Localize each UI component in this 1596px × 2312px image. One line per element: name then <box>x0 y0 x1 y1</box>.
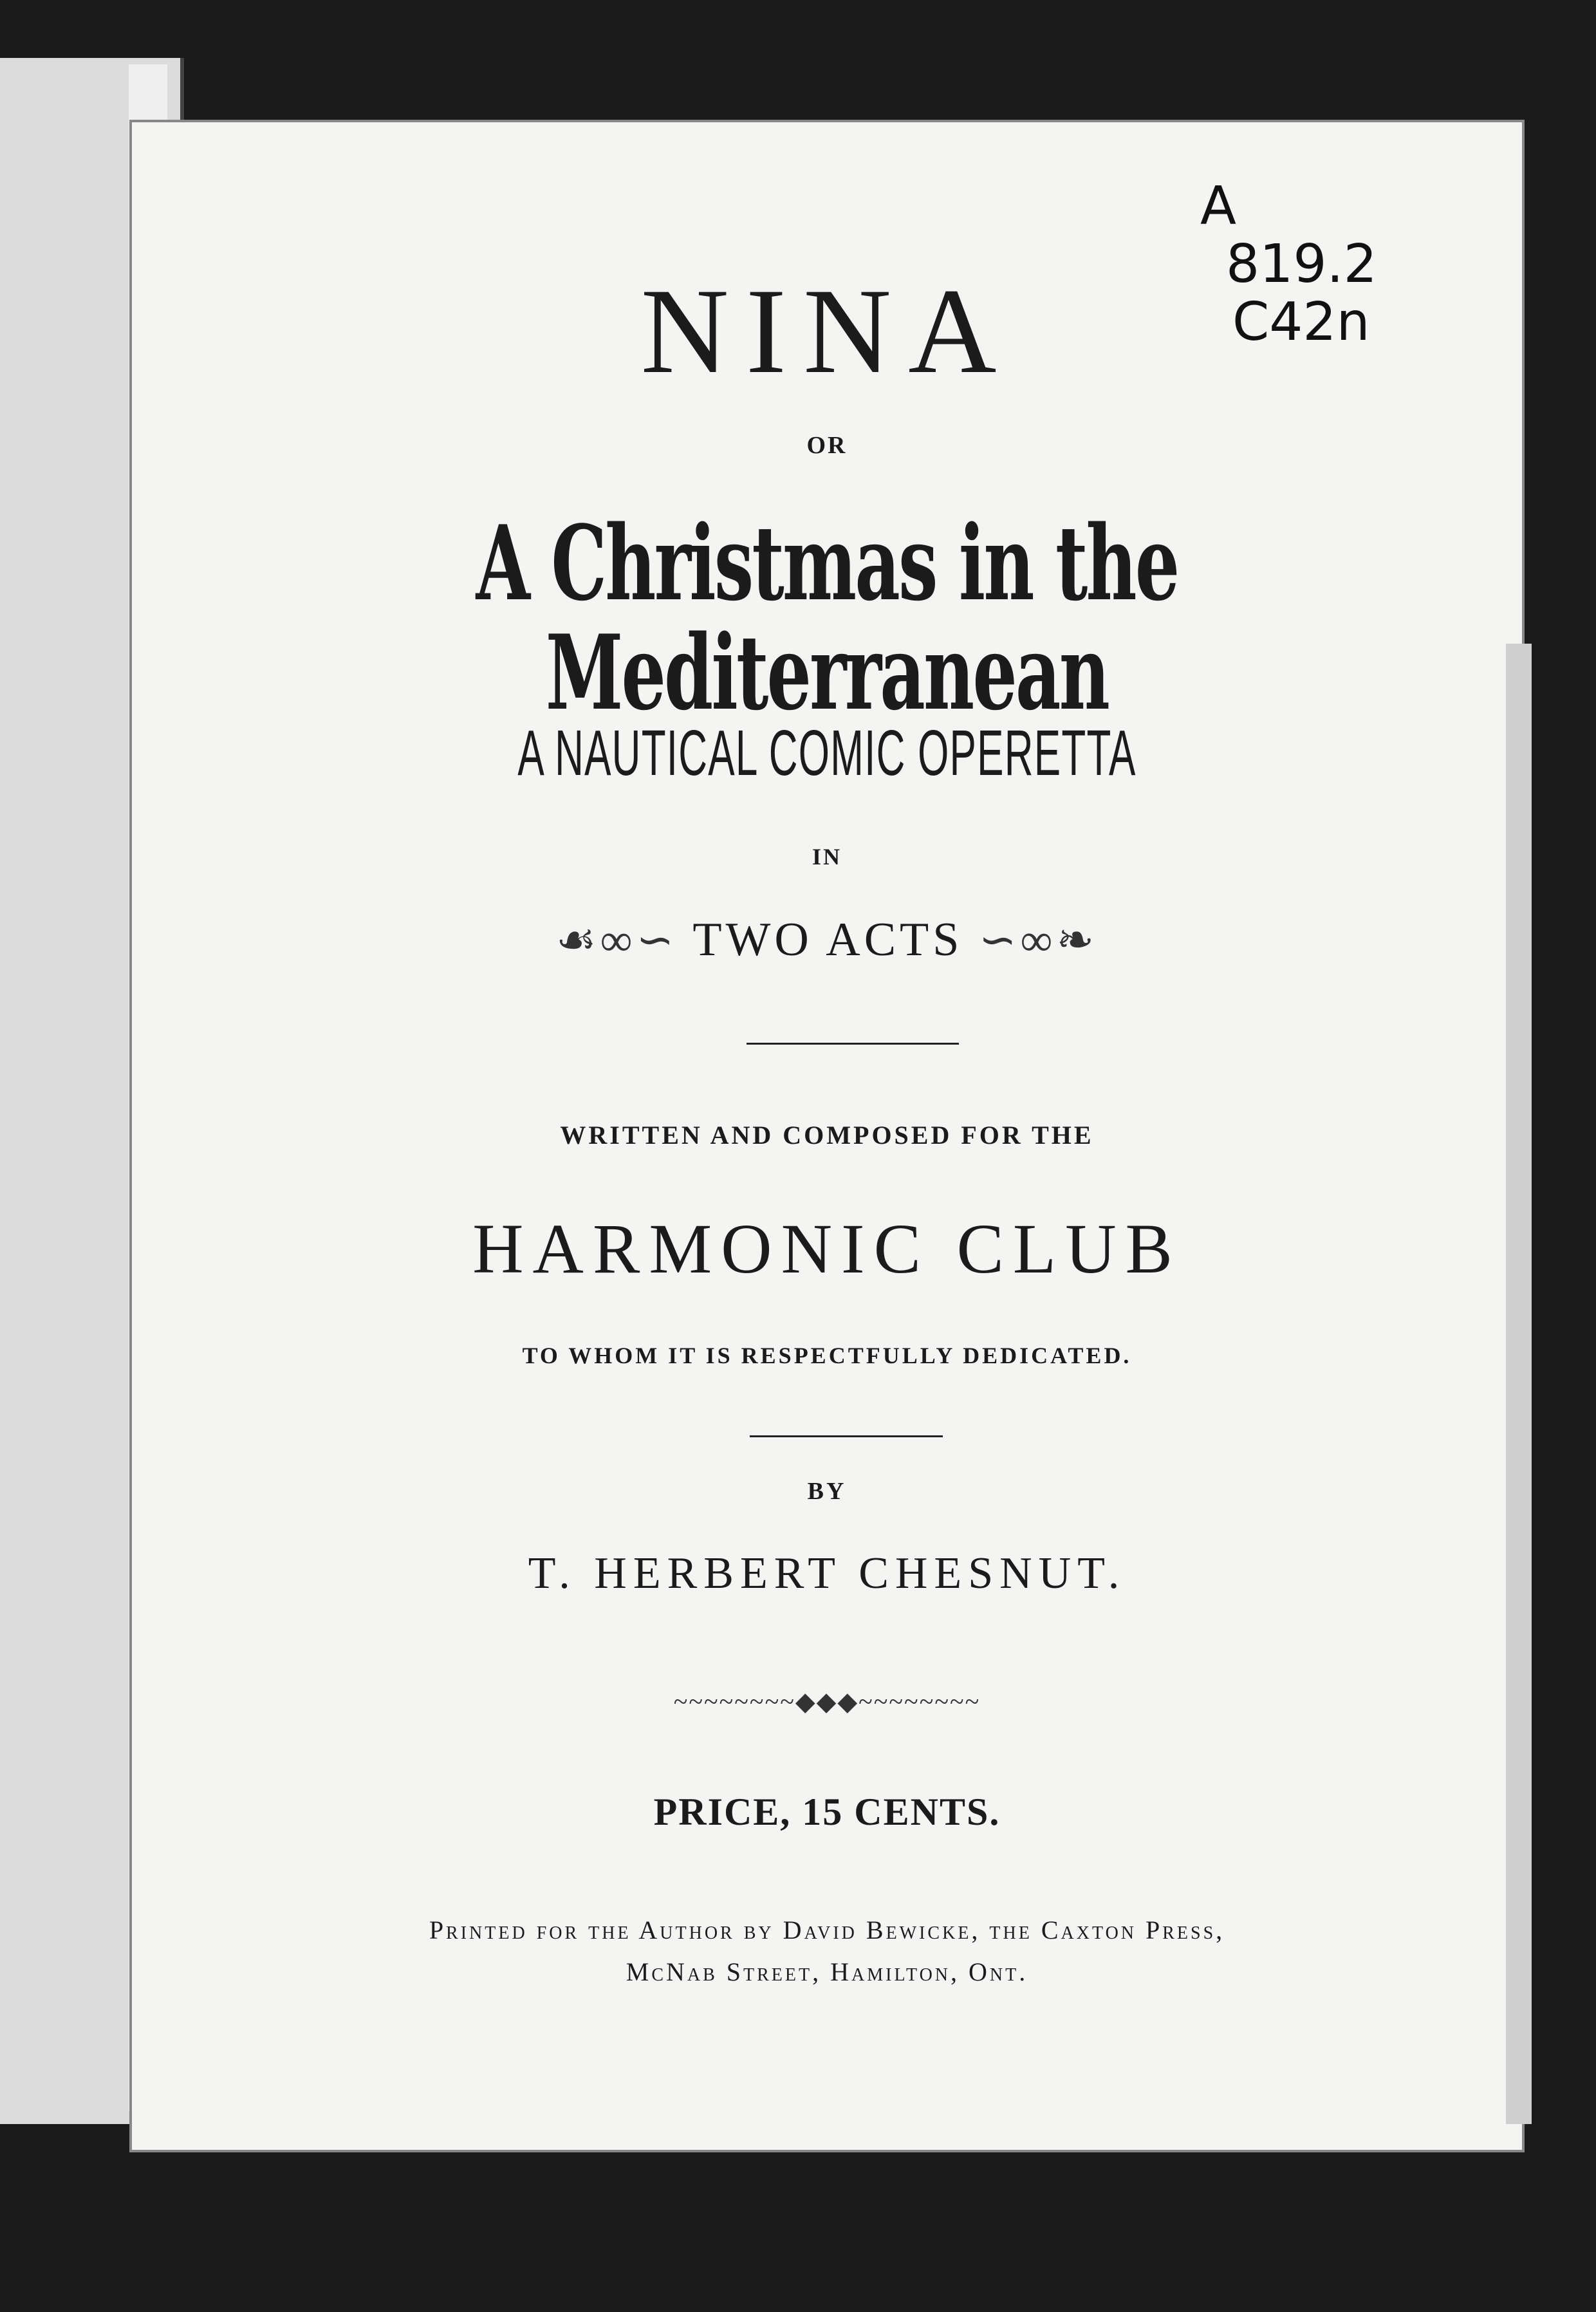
call-number-line3: C42n <box>1232 292 1370 353</box>
genre: A NAUTICAL COMIC OPERETTA <box>517 717 1137 789</box>
written-line: WRITTEN AND COMPOSED FOR THE <box>560 1121 1094 1150</box>
call-number-line1: A <box>1200 176 1237 237</box>
or-label: OR <box>806 432 848 459</box>
divider-rule <box>747 1043 959 1045</box>
page-edge-shadow <box>1506 644 1532 2124</box>
title-page <box>132 122 1522 2150</box>
ornament-icon: ~~~~~~~~◆◆◆~~~~~~~~ <box>673 1687 981 1716</box>
imprint-line-2: McNab Street, Hamilton, Ont. <box>626 1957 1028 1986</box>
dedication: TO WHOM IT IS RESPECTFULLY DEDICATED. <box>522 1343 1132 1368</box>
call-number-line2: 819.2 <box>1226 234 1377 295</box>
subtitle: A Christmas in the Mediterranean <box>476 503 1178 733</box>
author: T. HERBERT CHESNUT. <box>528 1549 1126 1598</box>
in-label: IN <box>812 844 842 870</box>
left-flourish-icon: ☙∞∽ <box>555 916 678 965</box>
club-name: HARMONIC CLUB <box>472 1209 1182 1288</box>
title: NINA <box>640 264 1014 399</box>
by-label: BY <box>807 1478 847 1505</box>
right-flourish-icon: ∽∞❧ <box>978 916 1099 965</box>
price: PRICE, 15 CENTS. <box>653 1791 1001 1833</box>
acts-label: TWO ACTS <box>692 913 963 966</box>
acts-row <box>132 911 1522 970</box>
divider-rule <box>750 1435 943 1437</box>
imprint-line-1: Printed for the Author by David Bewicke, the Caxton Press, <box>429 1916 1225 1944</box>
